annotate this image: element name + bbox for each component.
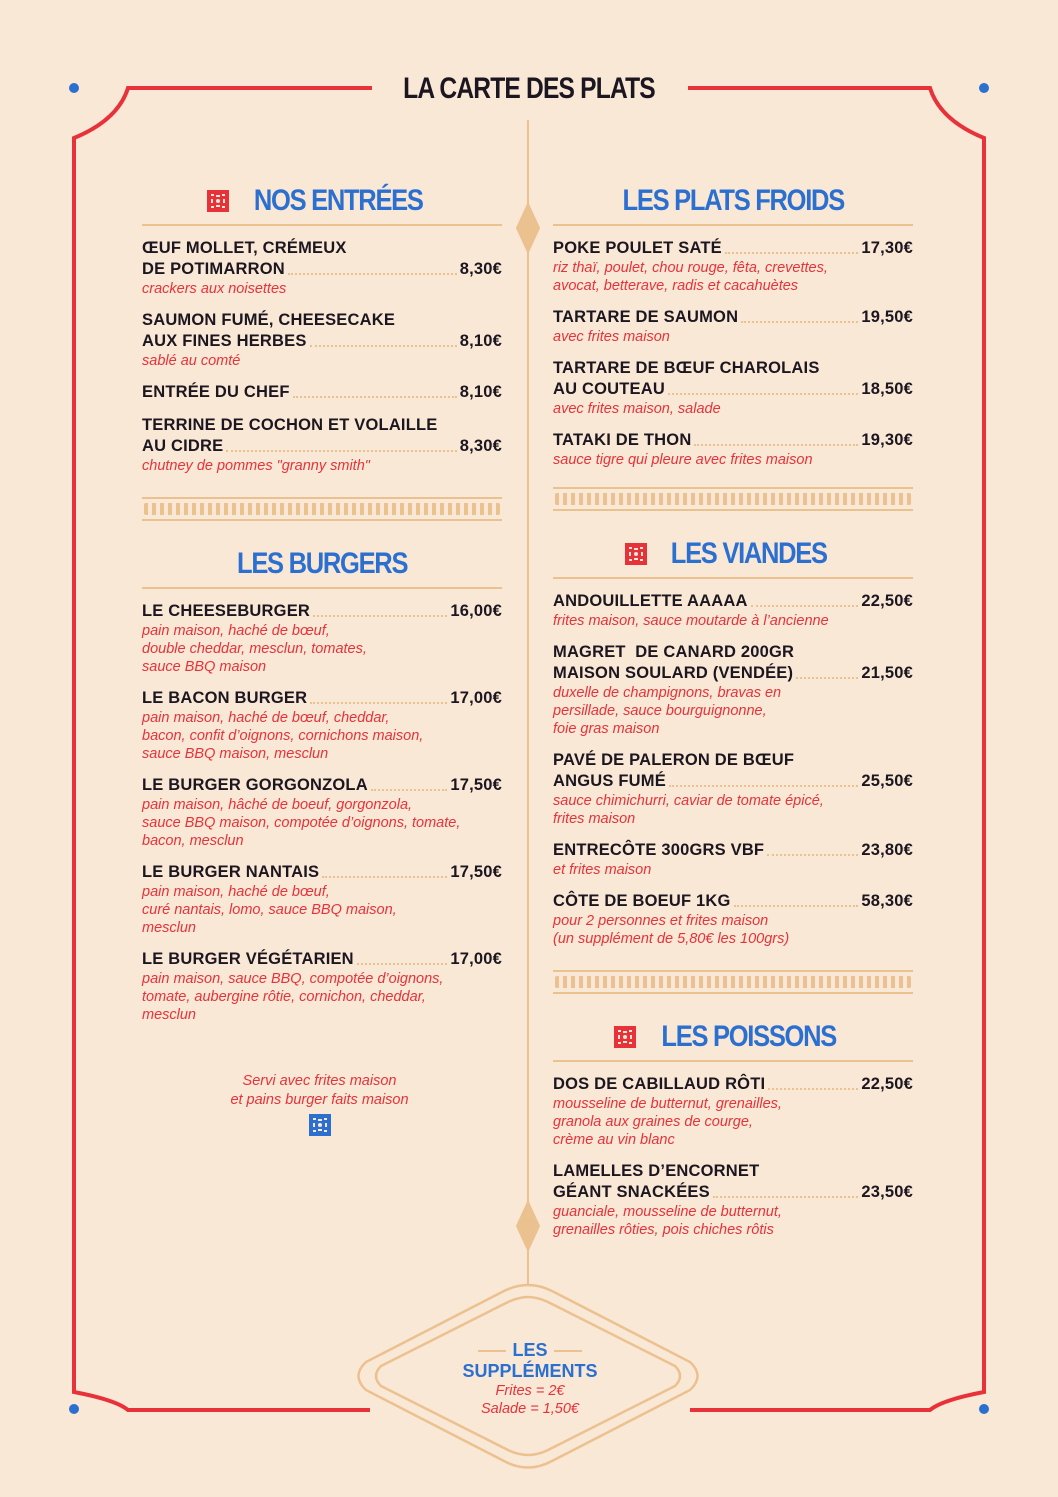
item-name: CÔTE DE BOEUF 1KG [553, 892, 731, 910]
item-name: ENTRÉE DU CHEF [142, 383, 290, 401]
item-price: 19,30€ [861, 431, 913, 449]
item-name-line: PAVÉ DE PALERON DE BŒUF [553, 751, 795, 769]
menu-item [142, 949, 502, 1024]
item-name: LE BURGER GORGONZOLA [142, 776, 368, 794]
item-price: 19,50€ [861, 308, 913, 326]
item-name: LE BACON BURGER [142, 689, 308, 707]
item-name: DE POTIMARRON [142, 260, 285, 278]
item-price: 17,50€ [450, 776, 502, 794]
supplements-box [360, 1288, 700, 1478]
dot-leader [226, 450, 456, 452]
item-name: TATAKI DE THON [553, 431, 692, 449]
dot-leader [694, 444, 858, 446]
item-name: POKE POULET SATÉ [553, 239, 722, 257]
dot-leader [668, 393, 858, 395]
dot-leader [725, 252, 858, 254]
dot-leader [313, 615, 447, 617]
menu-item [553, 238, 913, 295]
menu-item [553, 358, 913, 418]
item-description: curé nantais, lomo, sauce BBQ maison, [142, 902, 397, 918]
item-name: MAISON SOULARD (VENDÉE) [553, 664, 794, 682]
menu-item [553, 591, 913, 630]
item-description: mesclun [142, 920, 196, 936]
menu-item [142, 601, 502, 676]
item-price: 17,00€ [450, 689, 502, 707]
burgers-note [142, 1072, 497, 1142]
menu-item [553, 1074, 913, 1149]
item-description: pain maison, haché de bœuf, [142, 884, 330, 900]
flower-tile-icon [207, 190, 229, 212]
menu-item [142, 238, 502, 298]
dot-leader [357, 963, 448, 965]
dot-leader [669, 785, 858, 787]
flower-tile-icon [309, 1114, 331, 1136]
item-price: 21,50€ [861, 664, 913, 682]
decorative-dash [554, 1350, 582, 1352]
item-description: bacon, mesclun [142, 833, 244, 849]
supplements-title: LES [512, 1340, 548, 1360]
item-price: 18,50€ [861, 380, 913, 398]
menu-item [553, 840, 913, 879]
item-description: duxelle de champignons, bravas en [553, 685, 782, 701]
dot-leader [713, 1196, 859, 1198]
item-description: grenailles rôties, pois chiches rôtis [553, 1222, 774, 1238]
item-price: 8,10€ [459, 332, 502, 350]
section-title: LES POISSONS [661, 1020, 837, 1053]
item-description: riz thaï, poulet, chou rouge, fêta, crevettes, [553, 260, 828, 276]
menu-item [553, 750, 913, 828]
item-description: avocat, betterave, radis et cacahuètes [553, 278, 799, 294]
menu-item [142, 382, 502, 403]
item-name: LE CHEESEBURGER [142, 602, 311, 620]
menu-item [142, 310, 502, 370]
item-name: LE BURGER NANTAIS [142, 863, 320, 881]
item-description: mesclun [142, 1007, 196, 1023]
item-name-line: SAUMON FUMÉ, CHEESECAKE [142, 311, 396, 329]
item-name: AU COUTEAU [553, 380, 665, 398]
item-description: avec frites maison, salade [553, 401, 721, 417]
menu-item [553, 891, 913, 948]
menu-item [142, 862, 502, 937]
note-line: et pains burger faits maison [230, 1092, 409, 1108]
item-description: frites maison [553, 811, 636, 827]
item-description: avec frites maison [553, 329, 670, 345]
item-description: persillade, sauce bourguignonne, [553, 703, 767, 719]
item-name-line: TARTARE DE BŒUF CHAROLAIS [553, 359, 820, 377]
item-description: (un supplément de 5,80€ les 100grs) [553, 931, 790, 947]
item-description: double cheddar, mesclun, tomates, [142, 641, 367, 657]
item-name: ANGUS FUMÉ [553, 772, 666, 790]
ornamental-divider [142, 497, 502, 521]
supplements-content [360, 1340, 700, 1418]
dot-leader [741, 321, 858, 323]
item-price: 23,50€ [861, 1183, 913, 1201]
item-name: DOS DE CABILLAUD RÔTI [553, 1075, 766, 1093]
flower-tile-icon [625, 543, 647, 565]
dot-leader [288, 273, 457, 275]
section-header-viandes [553, 531, 913, 579]
menu-item [553, 307, 913, 346]
menu-item [142, 688, 502, 763]
item-name: LE BURGER VÉGÉTARIEN [142, 950, 354, 968]
dot-leader [322, 876, 447, 878]
section-title: NOS ENTRÉES [253, 184, 423, 217]
item-name: ANDOUILLETTE AAAAA [553, 592, 748, 610]
item-description: sablé au comté [142, 353, 241, 369]
item-name-line: TERRINE DE COCHON ET VOLAILLE [142, 416, 438, 434]
item-description: pain maison, sauce BBQ, compotée d’oignons, [142, 971, 444, 987]
item-description: pain maison, haché de bœuf, cheddar, [142, 710, 390, 726]
section-header-entrees [142, 178, 502, 226]
dot-leader [768, 1088, 858, 1090]
item-price: 22,50€ [861, 592, 913, 610]
dot-leader [796, 677, 858, 679]
item-name-line: LAMELLES D’ENCORNET [553, 1162, 760, 1180]
item-description: bacon, confit d’oignons, cornichons maison, [142, 728, 424, 744]
item-description: sauce BBQ maison, mesclun [142, 746, 329, 762]
item-description: frites maison, sauce moutarde à l’ancienne [553, 613, 829, 629]
item-description: granola aux graines de courge, [553, 1114, 753, 1130]
left-column [142, 178, 502, 1036]
section-title: LES VIANDES [670, 537, 827, 570]
note-line: Servi avec frites maison [242, 1073, 397, 1089]
dot-leader [767, 854, 858, 856]
dot-leader [293, 396, 457, 398]
item-description: crème au vin blanc [553, 1132, 675, 1148]
item-price: 23,80€ [861, 841, 913, 859]
section-title: LES PLATS FROIDS [622, 184, 844, 217]
supplements-title: SUPPLÉMENTS [462, 1361, 598, 1381]
item-price: 17,30€ [861, 239, 913, 257]
item-name: TARTARE DE SAUMON [553, 308, 739, 326]
item-price: 17,00€ [450, 950, 502, 968]
ornamental-divider [553, 970, 913, 994]
item-description: mousseline de butternut, grenailles, [553, 1096, 782, 1112]
item-description: tomate, aubergine rôtie, cornichon, cheddar, [142, 989, 426, 1005]
item-price: 8,10€ [459, 383, 502, 401]
flower-tile-icon [614, 1026, 636, 1048]
dot-leader [371, 789, 447, 791]
dot-leader [751, 605, 859, 607]
item-name-line: MAGRET DE CANARD 200GR [553, 643, 795, 661]
section-title: LES BURGERS [236, 547, 408, 580]
item-price: 25,50€ [861, 772, 913, 790]
dot-leader [734, 905, 859, 907]
dot-leader [310, 702, 447, 704]
item-name-line: ŒUF MOLLET, CRÉMEUX [142, 239, 347, 257]
menu-item [553, 430, 913, 469]
item-description: et frites maison [553, 862, 652, 878]
item-price: 58,30€ [861, 892, 913, 910]
item-price: 16,00€ [450, 602, 502, 620]
item-description: pour 2 personnes et frites maison [553, 913, 769, 929]
right-column [553, 178, 913, 1251]
item-description: sauce BBQ maison [142, 659, 267, 675]
item-name: AU CIDRE [142, 437, 224, 455]
item-description: crackers aux noisettes [142, 281, 287, 297]
item-price: 22,50€ [861, 1075, 913, 1093]
dot-leader [310, 345, 457, 347]
supplement-line: Salade = 1,50€ [481, 1401, 579, 1417]
item-description: chutney de pommes "granny smith" [142, 458, 370, 474]
menu-item [142, 415, 502, 475]
item-price: 8,30€ [459, 260, 502, 278]
ornamental-divider [553, 487, 913, 511]
item-description: sauce tigre qui pleure avec frites maison [553, 452, 813, 468]
decorative-dash [478, 1350, 506, 1352]
menu-item [142, 775, 502, 850]
section-header-poissons [553, 1014, 913, 1062]
item-name: GÉANT SNACKÉES [553, 1183, 710, 1201]
item-price: 17,50€ [450, 863, 502, 881]
item-name: AUX FINES HERBES [142, 332, 307, 350]
item-description: sauce BBQ maison, compotée d’oignons, tomate, [142, 815, 461, 831]
item-name: ENTRECÔTE 300GRS VBF [553, 841, 765, 859]
section-header-plats-froids [553, 178, 913, 226]
item-description: pain maison, hâché de boeuf, gorgonzola, [142, 797, 413, 813]
item-description: sauce chimichurri, caviar de tomate épicé, [553, 793, 824, 809]
supplement-line: Frites = 2€ [495, 1383, 565, 1399]
menu-item [553, 642, 913, 738]
page-title: LA CARTE DES PLATS [403, 72, 655, 105]
menu-item [553, 1161, 913, 1239]
item-price: 8,30€ [459, 437, 502, 455]
item-description: guanciale, mousseline de butternut, [553, 1204, 782, 1220]
item-description: foie gras maison [553, 721, 660, 737]
section-header-burgers [142, 541, 502, 589]
item-description: pain maison, haché de bœuf, [142, 623, 330, 639]
